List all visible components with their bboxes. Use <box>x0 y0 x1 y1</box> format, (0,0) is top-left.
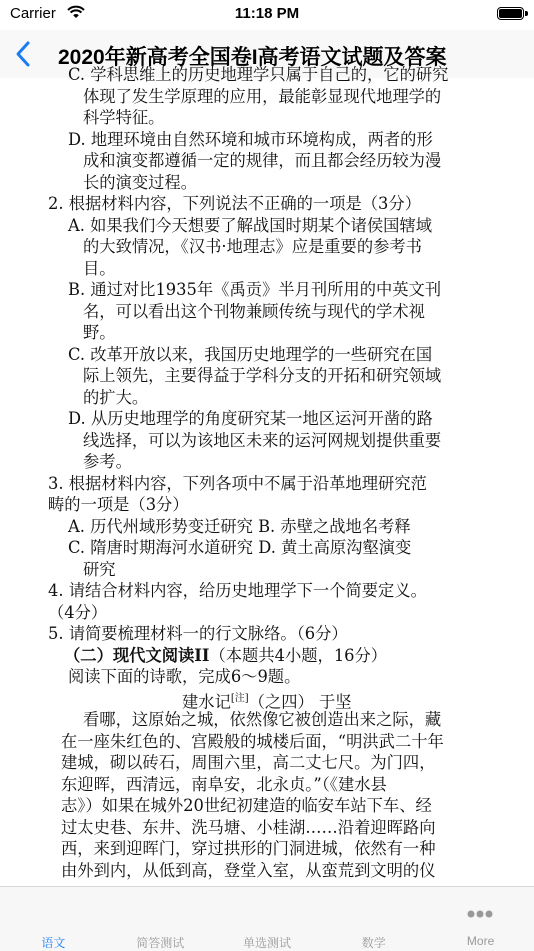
text-line-content: 名，可以看出这个刊物兼顾传统与现代的学术视 <box>83 301 425 321</box>
text-line <box>0 580 534 602</box>
text-line-content: 5. 请简要梳理材料一的行文脉络。（6分） <box>48 624 348 643</box>
text-line <box>0 645 534 667</box>
text-line <box>0 344 534 366</box>
text-line-content: 志》）如果在城外20世纪初建造的临安车站下车、经 <box>61 796 432 815</box>
text-line <box>0 301 534 323</box>
text-line-content: D. 从历史地理学的角度研究某一地区运河开凿的路 <box>68 409 433 428</box>
text-line <box>0 150 534 172</box>
tab-bar <box>0 886 534 951</box>
text-line-content: 研究 <box>83 559 116 579</box>
tab-chinese[interactable] <box>0 887 107 951</box>
text-line-suffix: （之四） 于坚 <box>248 691 352 711</box>
text-line <box>0 258 534 280</box>
text-line-content: 东迎晖，西清远，南阜安，北永贞。”（《建水县 <box>61 774 387 794</box>
text-line-content: 线选择，可以为该地区未来的运河网规划提供重要 <box>83 430 442 450</box>
tab-short-answer-test[interactable] <box>107 887 214 951</box>
tab-more[interactable] <box>427 887 534 951</box>
text-line <box>0 107 534 129</box>
chinese-tab-icon <box>38 903 68 925</box>
text-line-content: D. 地理环境由自然环境和城市环境构成，两者的形 <box>68 129 433 149</box>
status-bar <box>0 0 534 30</box>
text-line-content: 际上领先，主要得益于学科分支的开拓和研究领域 <box>83 366 442 385</box>
text-line <box>0 817 534 839</box>
text-line <box>0 838 534 860</box>
text-line-content: 阅读下面的诗歌，完成6～9题。 <box>68 667 301 686</box>
text-line-content: 成和演变都遵循一定的规律，而且都会经历较为漫 <box>83 151 442 170</box>
text-line <box>0 688 534 710</box>
tab-label: 简答测试 <box>136 936 185 950</box>
text-line <box>0 623 534 645</box>
clock: 11:18 PM <box>234 5 300 22</box>
text-line-content: 4. 请结合材料内容，给历史地理学下一个简要定义。 <box>48 581 427 600</box>
battery-icon <box>497 7 524 20</box>
text-line-content: 体现了发生学原理的应用，最能彰显现代地理学的 <box>83 86 442 106</box>
text-line-suffix: （本题共4小题，16分） <box>209 645 388 665</box>
text-line-content: B. 通过对比1935年《禹贡》半月刊所用的中英文刊 <box>68 280 442 299</box>
tab-label: More <box>466 934 495 948</box>
carrier-label: Carrier <box>10 5 56 22</box>
text-line <box>0 430 534 452</box>
text-line <box>0 516 534 538</box>
text-line <box>0 795 534 817</box>
text-line <box>0 494 534 516</box>
tab-label: 单选测试 <box>242 936 291 950</box>
tab-label: 数学 <box>361 936 386 950</box>
text-line-content: 过太史巷、东井、洗马塘、小桂湖……沿着迎晖路向 <box>61 817 436 837</box>
text-line-content: C. 学科思维上的历史地理学只属于自己的，它的研究 <box>68 65 449 84</box>
text-line <box>0 408 534 430</box>
text-line <box>0 64 534 86</box>
page-title: 2020年新高考全国卷I高考语文试题及答案 <box>58 46 447 69</box>
text-line <box>0 322 534 344</box>
text-line <box>0 860 534 882</box>
text-line <box>0 365 534 387</box>
text-line-content: 参考。 <box>83 452 132 471</box>
text-line <box>0 774 534 796</box>
tab-label: 语文 <box>41 936 66 950</box>
article-text <box>0 64 534 881</box>
text-line <box>0 473 534 495</box>
text-line-content: C. 改革开放以来，我国历史地理学的一些研究在国 <box>68 344 433 364</box>
text-line <box>0 129 534 151</box>
tab-math[interactable] <box>320 887 427 951</box>
text-line-content: 在一座朱红色的、宫殿般的城楼后面，“明洪武二十年 <box>61 731 444 751</box>
text-line <box>0 709 534 731</box>
text-line <box>0 537 534 559</box>
text-line-content: （4分） <box>48 602 108 622</box>
text-line-content: 长的演变过程。 <box>83 172 197 192</box>
more-icon <box>465 903 495 925</box>
text-line-content: 畴的一项是（3分） <box>48 495 189 514</box>
text-line-content: 看哪，这原始之城，依然像它被创造出来之际，藏 <box>83 710 442 729</box>
short-answer-tab-icon <box>145 903 175 925</box>
text-line-content: 的大致情况，《汉书·地理志》应是重要的参考书 <box>83 237 422 256</box>
single-choice-tab-icon <box>252 903 282 925</box>
text-line-content: 科学特征。 <box>83 108 165 127</box>
tab-single-choice-test[interactable] <box>214 887 321 951</box>
text-line <box>0 731 534 753</box>
text-line-content: 野。 <box>83 323 116 342</box>
text-line <box>0 236 534 258</box>
text-line-content: A. 如果我们今天想要了解战国时期某个诸侯国辖域 <box>68 215 433 235</box>
text-line <box>0 752 534 774</box>
text-line <box>0 215 534 237</box>
article-body[interactable] <box>0 65 534 886</box>
text-line-content: 建水记 <box>182 691 231 711</box>
text-line <box>0 193 534 215</box>
text-line-content: 2. 根据材料内容，下列说法不正确的一项是（3分） <box>48 194 421 213</box>
text-line <box>0 559 534 581</box>
text-line <box>0 602 534 624</box>
footnote-marker: [注] <box>230 692 249 704</box>
text-line <box>0 172 534 194</box>
text-line-content: 目。 <box>83 258 116 278</box>
text-line <box>0 451 534 473</box>
text-line-content: 由外到内，从低到高，登堂入室，从蛮荒到文明的仪 <box>61 860 436 880</box>
text-line-content: 西，来到迎晖门，穿过拱形的门洞进城，依然有一种 <box>61 839 436 858</box>
text-line <box>0 279 534 301</box>
text-line-content: 的扩大。 <box>83 387 149 407</box>
text-line <box>0 666 534 688</box>
math-tab-icon <box>358 903 388 925</box>
text-line-content: 3. 根据材料内容，下列各项中不属于沿革地理研究范 <box>48 473 427 493</box>
text-line <box>0 387 534 409</box>
text-line-content: （二）现代文阅读II <box>64 645 210 665</box>
text-line-content: A. 历代州域形势变迁研究 B. 赤壁之战地名考释 <box>68 516 411 536</box>
text-line-content: 建城，砌以砖石，周围六里，高二丈七尺。为门四， <box>61 753 436 772</box>
text-line <box>0 86 534 108</box>
text-line-content: C. 隋唐时期海河水道研究 D. 黄土高原沟壑演变 <box>68 538 412 557</box>
